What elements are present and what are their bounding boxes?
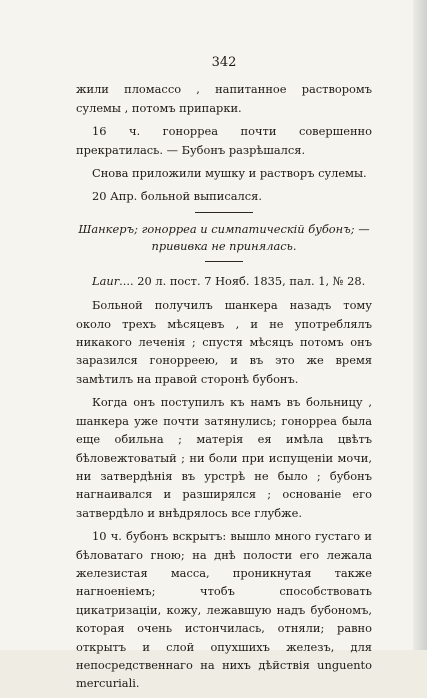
patient-name: Laur — [92, 273, 120, 288]
paragraph: Снова приложили мушку и растворъ сулемы. — [92, 166, 367, 181]
paragraph: жили пломассо , напитанное растворомъ сулемы , потомъ припарки. — [76, 82, 372, 115]
paragraph: Больной получилъ шанкера назадъ тому около трехъ мѣсяцевъ , и не употреблялъ никакого леченія ; спустя мѣсяцъ потомъ онъ заразился гонорреею, и въ это же время замѣтилъ на правой сторонѣ бубонъ. — [76, 298, 372, 386]
case-details: .... 20 л. пост. 7 Нояб. 1835, пал. 1, № 28. — [119, 273, 366, 288]
text-block — [76, 54, 372, 698]
section-divider — [195, 212, 253, 213]
paragraph: 16 ч. гонорреа почти совершенно прекратилась. — Бубонъ разрѣшался. — [76, 124, 372, 157]
case-record — [76, 272, 372, 290]
paragraph: 20 Апр. больной выписался. — [92, 189, 262, 204]
section-divider-small — [205, 261, 243, 262]
page-gutter-shadow — [413, 0, 427, 650]
paragraph: 10 ч. бубонъ вскрытъ: вышло много густаго и бѣловатаго гною; на днѣ полости его лежала железистая масса, проникнутая также нагноеніемъ; чтобъ способствовать цикатризаціи, кожу, лежавшую надъ бубономъ, которая очень истончилась, отняли; равно открытъ и слой опухшихъ железъ, для непосредственнаго на нихъ дѣйствія unguento mercuriali. — [76, 529, 372, 691]
paragraph: Когда онъ поступилъ къ намъ въ больницу , шанкера уже почти затянулись; гонорреа была еще обильна ; матерія ея имѣла цвѣтъ бѣловежтоватый ; ни боли при испущеніи мочи, ни затвердѣнія въ урстрѣ не было ; бубонъ нагнаивался и разширялся ; основаніе его затвердѣло и внѣдрялось все глубже. — [76, 395, 372, 520]
page-number: 342 — [211, 55, 237, 70]
section-heading: Шанкеръ; гонорреа и симпатическій бубонъ; — прививка не принялась. — [78, 221, 370, 253]
